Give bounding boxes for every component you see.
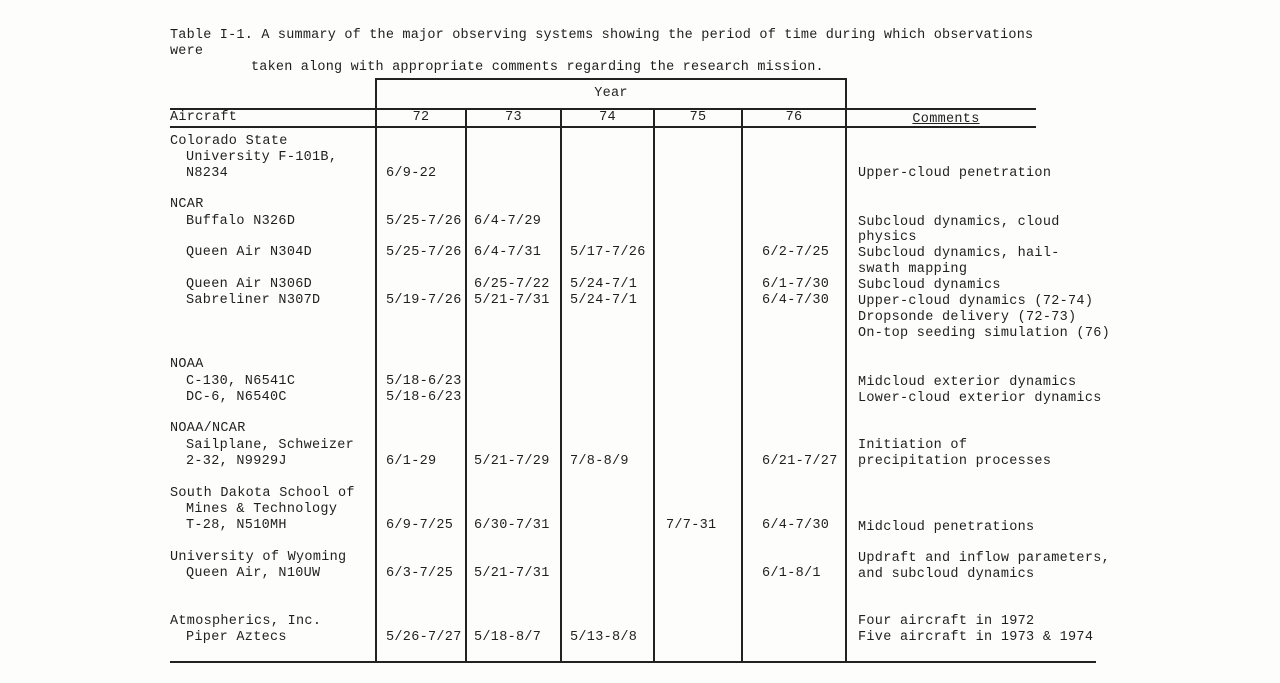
comment-text: Upper-cloud dynamics (72-74) xyxy=(858,294,1094,309)
date-range: 5/18-6/23 xyxy=(386,374,462,389)
date-range: 6/1-8/1 xyxy=(762,566,821,581)
aircraft-name: C-130, N6541C xyxy=(186,374,296,389)
comment-text: Subcloud dynamics xyxy=(858,278,1001,293)
comment-text: Subcloud dynamics, hail- xyxy=(858,246,1060,261)
date-range: 6/21-7/27 xyxy=(762,454,838,469)
aircraft-name: South Dakota School of xyxy=(170,486,355,501)
date-range: 5/21-7/31 xyxy=(474,566,550,581)
comment-text: Updraft and inflow parameters, xyxy=(858,551,1111,566)
aircraft-name: Queen Air N304D xyxy=(186,245,313,260)
aircraft-name: DC-6, N6540C xyxy=(186,390,287,405)
table-bottom-rule xyxy=(170,661,1096,663)
comment-text: physics xyxy=(858,230,917,245)
comment-text: Five aircraft in 1973 & 1974 xyxy=(858,630,1094,645)
aircraft-column-header: Aircraft xyxy=(170,110,238,125)
aircraft-name: N8234 xyxy=(186,166,229,181)
column-divider xyxy=(741,108,743,662)
date-range: 5/18-8/7 xyxy=(474,630,542,645)
aircraft-name: Colorado State xyxy=(170,134,288,149)
date-range: 5/24-7/1 xyxy=(570,293,638,308)
date-range: 5/24-7/1 xyxy=(570,277,638,292)
date-range: 5/17-7/26 xyxy=(570,245,646,260)
comment-text: Subcloud dynamics, cloud xyxy=(858,215,1060,230)
aircraft-name: T-28, N510MH xyxy=(186,518,287,533)
date-range: 6/9-22 xyxy=(386,166,437,181)
comment-text: swath mapping xyxy=(858,262,968,277)
year-header-76: 76 xyxy=(785,110,803,125)
date-range: 6/3-7/25 xyxy=(386,566,454,581)
aircraft-name: Atmospherics, Inc. xyxy=(170,614,322,629)
date-range: 5/19-7/26 xyxy=(386,293,462,308)
date-range: 6/4-7/31 xyxy=(474,245,542,260)
organization-name: NOAA xyxy=(170,357,204,372)
comment-text: On-top seeding simulation (76) xyxy=(858,326,1111,341)
aircraft-name: Mines & Technology xyxy=(186,502,338,517)
comment-text: Dropsonde delivery (72-73) xyxy=(858,310,1077,325)
aircraft-name: Queen Air, N10UW xyxy=(186,566,321,581)
organization-name: NCAR xyxy=(170,197,204,212)
date-range: 5/25-7/26 xyxy=(386,214,462,229)
date-range: 6/2-7/25 xyxy=(762,245,830,260)
date-range: 6/4-7/29 xyxy=(474,214,542,229)
date-range: 6/1-29 xyxy=(386,454,437,469)
date-range: 6/1-7/30 xyxy=(762,277,830,292)
comments-column-header: Comments xyxy=(912,112,980,127)
date-range: 6/4-7/30 xyxy=(762,293,830,308)
comment-text: Upper-cloud penetration xyxy=(858,166,1052,181)
comment-text: Lower-cloud exterior dynamics xyxy=(858,391,1102,406)
aircraft-name: Piper Aztecs xyxy=(186,630,287,645)
year-header-72: 72 xyxy=(412,110,430,125)
date-range: 5/21-7/31 xyxy=(474,293,550,308)
year-box-top-rule xyxy=(376,78,846,80)
comment-text: Midcloud exterior dynamics xyxy=(858,375,1077,390)
aircraft-name: 2-32, N9929J xyxy=(186,454,287,469)
caption-line-1: Table I-1. A summary of the major observing systems showing the period of time during which observations were xyxy=(170,28,1034,59)
aircraft-name: Sailplane, Schweizer xyxy=(186,438,355,453)
comment-text: Midcloud penetrations xyxy=(858,520,1035,535)
date-range: 5/25-7/26 xyxy=(386,245,462,260)
date-range: 5/18-6/23 xyxy=(386,390,462,405)
date-range: 5/21-7/29 xyxy=(474,454,550,469)
year-header-73: 73 xyxy=(505,110,522,125)
column-divider xyxy=(560,108,562,662)
column-divider xyxy=(845,78,847,662)
comment-text: Initiation of xyxy=(858,438,968,453)
column-divider xyxy=(375,78,377,662)
date-range: 5/13-8/8 xyxy=(570,630,638,645)
year-header-74: 74 xyxy=(599,110,616,125)
aircraft-name: Buffalo N326D xyxy=(186,214,296,229)
comment-text: Four aircraft in 1972 xyxy=(858,614,1035,629)
date-range: 6/4-7/30 xyxy=(762,518,830,533)
aircraft-name: Sabreliner N307D xyxy=(186,293,321,308)
table-caption xyxy=(170,28,1070,76)
aircraft-name: University of Wyoming xyxy=(170,550,347,565)
date-range: 7/7-31 xyxy=(666,518,717,533)
comment-text: precipitation processes xyxy=(858,454,1052,469)
aircraft-name: Queen Air N306D xyxy=(186,277,313,292)
year-header-75: 75 xyxy=(689,110,707,125)
date-range: 6/25-7/22 xyxy=(474,277,550,292)
column-divider xyxy=(465,108,467,662)
date-range: 5/26-7/27 xyxy=(386,630,462,645)
date-range: 7/8-8/9 xyxy=(570,454,629,469)
date-range: 6/30-7/31 xyxy=(474,518,550,533)
aircraft-name: University F-101B, xyxy=(186,150,338,165)
date-range: 6/9-7/25 xyxy=(386,518,454,533)
organization-name: NOAA/NCAR xyxy=(170,421,246,436)
caption-line-2: taken along with appropriate comments regarding the research mission. xyxy=(251,60,824,75)
comment-text: and subcloud dynamics xyxy=(858,567,1035,582)
year-group-header: Year xyxy=(594,86,628,101)
column-divider xyxy=(653,108,655,662)
